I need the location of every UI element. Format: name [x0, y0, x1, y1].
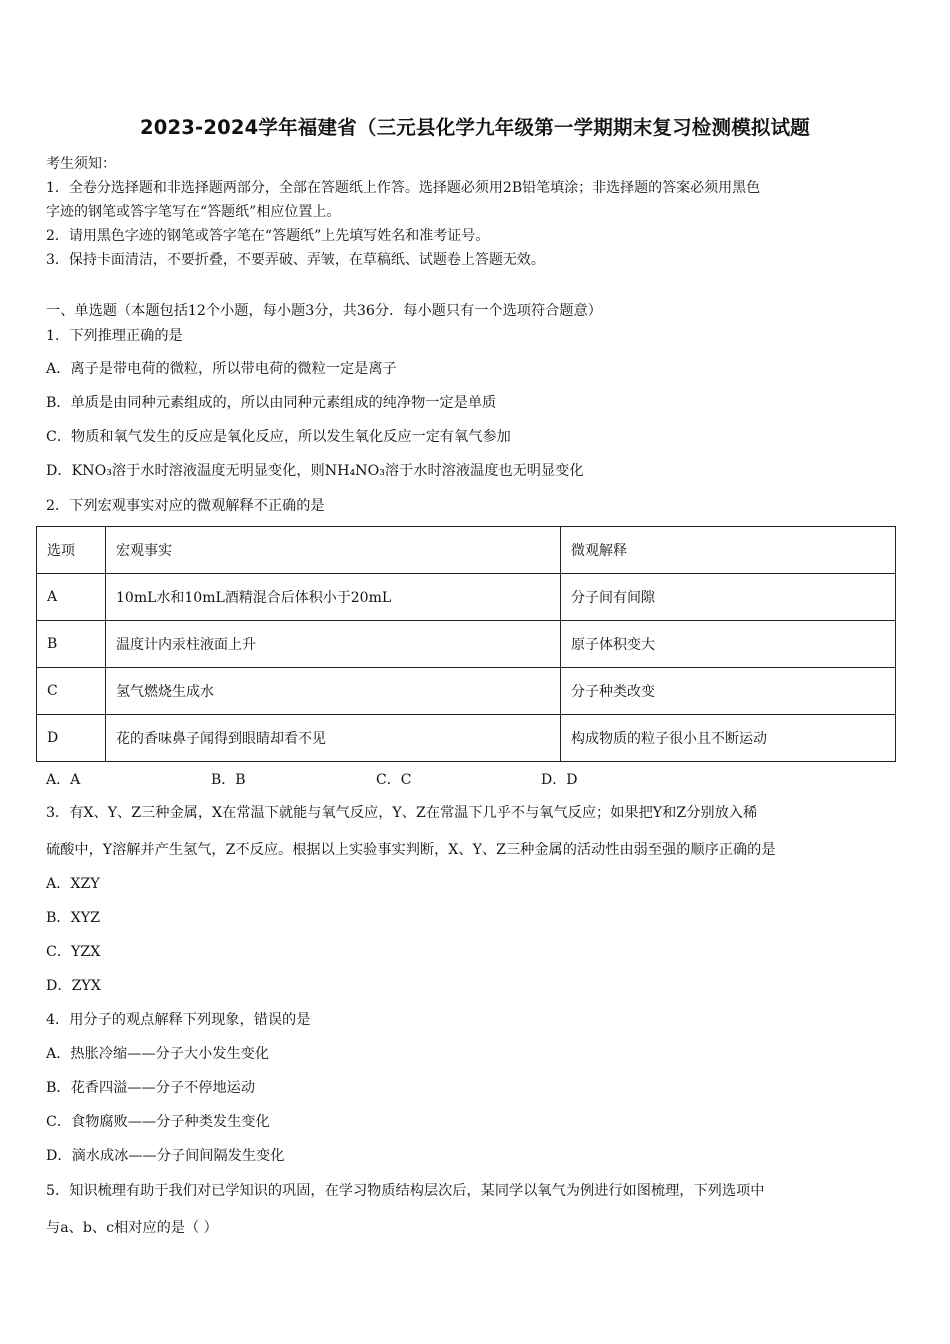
table-cell: 温度计内汞柱液面上升 [106, 621, 561, 668]
q4-option-b: B．花香四溢——分子不停地运动 [46, 1080, 256, 1096]
table-cell: A [37, 574, 106, 621]
table-cell: C [37, 668, 106, 715]
notice-item: 3．保持卡面清洁，不要折叠，不要弄破、弄皱，在草稿纸、试题卷上答题无效。 [46, 252, 545, 268]
q3-stem-line2: 硫酸中，Y溶解并产生氢气，Z不反应。根据以上实验事实判断，X、Y、Z三种金属的活动性由弱至强的顺序正确的是 [46, 842, 776, 858]
section-heading: 一、单选题（本题包括12个小题，每小题3分，共36分．每小题只有一个选项符合题意） [46, 303, 602, 319]
q3-option-a: A．XZY [46, 876, 100, 892]
q4-option-a: A．热胀冷缩——分子大小发生变化 [46, 1046, 270, 1062]
q2-option-c: C．C [376, 772, 412, 788]
table-header-row [37, 527, 896, 574]
table-header-cell: 微观解释 [561, 527, 896, 574]
table-header-cell: 选项 [37, 527, 106, 574]
table-cell: 氢气燃烧生成水 [106, 668, 561, 715]
table-row [37, 715, 896, 762]
q2-stem: 2．下列宏观事实对应的微观解释不正确的是 [46, 498, 325, 514]
q1-option-a: A．离子是带电荷的微粒，所以带电荷的微粒一定是离子 [46, 361, 397, 377]
table-header-cell: 宏观事实 [106, 527, 561, 574]
q1-option-c: C．物质和氧气发生的反应是氧化反应，所以发生氧化反应一定有氧气参加 [46, 429, 511, 445]
table-cell: 分子种类改变 [561, 668, 896, 715]
notice-item: 1．全卷分选择题和非选择题两部分，全部在答题纸上作答。选择题必须用2B铅笔填涂；非选择题的答案必须用黑色 [46, 180, 761, 196]
notice-item: 字迹的钢笔或答字笔写在“答题纸”相应位置上。 [46, 204, 341, 220]
table-cell: 花的香味鼻子闻得到眼睛却看不见 [106, 715, 561, 762]
q1-option-b: B．单质是由同种元素组成的，所以由同种元素组成的纯净物一定是单质 [46, 395, 497, 411]
table-row [37, 574, 896, 621]
table-cell: 10mL水和10mL酒精混合后体积小于20mL [106, 574, 561, 621]
q3-option-b: B．XYZ [46, 910, 100, 926]
q2-option-a: A．A [46, 772, 81, 788]
notice-item: 2．请用黑色字迹的钢笔或答字笔在“答题纸”上先填写姓名和准考证号。 [46, 228, 490, 244]
exam-title: 2023-2024学年福建省（三元县化学九年级第一学期期末复习检测模拟试题 [139, 116, 811, 139]
q5-stem-line2: 与a、b、c相对应的是（ ） [46, 1220, 218, 1236]
q4-option-c: C．食物腐败——分子种类发生变化 [46, 1114, 270, 1130]
q1-option-d: D．KNO₃溶于水时溶液温度无明显变化，则NH₄NO₃溶于水时溶液温度也无明显变化 [46, 463, 584, 479]
notice-heading: 考生须知： [46, 156, 116, 172]
q4-option-d: D．滴水成冰——分子间间隔发生变化 [46, 1148, 285, 1164]
q5-stem-line1: 5．知识梳理有助于我们对已学知识的巩固，在学习物质结构层次后，某同学以氧气为例进行如图梳理，下列选项中 [46, 1183, 765, 1199]
table-cell: 构成物质的粒子很小且不断运动 [561, 715, 896, 762]
table-cell: D [37, 715, 106, 762]
q2-option-b: B．B [211, 772, 246, 788]
q3-option-c: C．YZX [46, 944, 101, 960]
table-row [37, 621, 896, 668]
q2-table [36, 526, 896, 762]
table-cell: B [37, 621, 106, 668]
q3-option-d: D．ZYX [46, 978, 101, 994]
q3-stem-line1: 3．有X、Y、Z三种金属，X在常温下就能与氧气反应，Y、Z在常温下几乎不与氧气反应；如果把Y和Z分别放入稀 [46, 805, 758, 821]
table-cell: 分子间有间隙 [561, 574, 896, 621]
table-row [37, 668, 896, 715]
q2-option-d: D．D [541, 772, 578, 788]
q4-stem: 4．用分子的观点解释下列现象，错误的是 [46, 1012, 311, 1028]
table-cell: 原子体积变大 [561, 621, 896, 668]
q1-stem: 1．下列推理正确的是 [46, 328, 183, 344]
candidate-notice [46, 154, 906, 274]
